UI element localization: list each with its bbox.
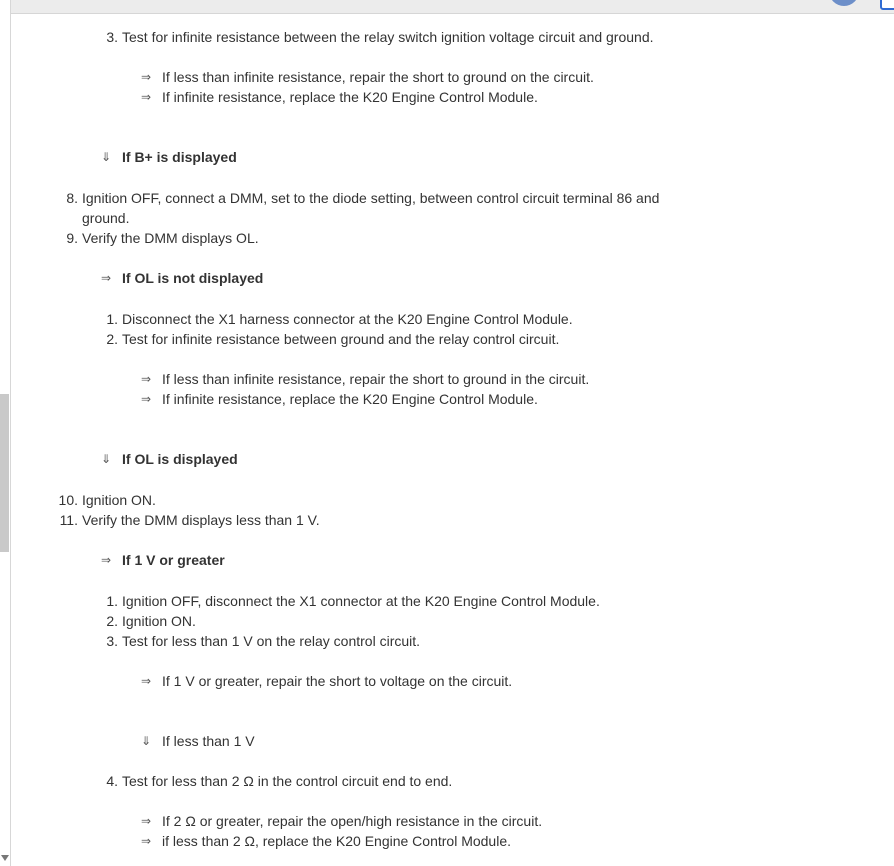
step-number: 1. [106, 311, 118, 327]
result-text: If less than infinite resistance, repair the short to ground in the circuit. [162, 371, 590, 387]
result-text: if less than 2 Ω, replace the K20 Engine Control Module. [162, 833, 512, 849]
step-number: 10. [58, 492, 78, 508]
step-number: 1. [106, 593, 118, 609]
double-right-arrow-icon: ⇒ [141, 674, 152, 688]
double-right-arrow-icon: ⇒ [141, 814, 152, 828]
step-text: Verify the DMM displays OL. [82, 230, 259, 246]
scrollbar-thumb[interactable] [0, 394, 9, 552]
step-number: 2. [106, 331, 118, 347]
top-toolbar [0, 0, 894, 14]
branch-label: If OL is not displayed [122, 270, 264, 286]
branch-label: If B+ is displayed [122, 149, 237, 165]
result-text: If 2 Ω or greater, repair the open/high resistance in the circuit. [162, 813, 543, 829]
step-text: ground. [82, 210, 130, 226]
step-text: Test for infinite resistance between the relay switch ignition voltage circuit and ground. [122, 29, 654, 45]
double-down-arrow-icon: ⇓ [101, 150, 112, 164]
step-text: Test for less than 1 V on the relay control circuit. [122, 633, 421, 649]
step-text: Ignition OFF, disconnect the X1 connector at the K20 Engine Control Module. [122, 593, 600, 609]
scroll-down-arrow-icon[interactable] [1, 855, 9, 861]
branch-label: If 1 V or greater [122, 552, 225, 568]
double-down-arrow-icon: ⇓ [141, 734, 152, 748]
step-number: 2. [106, 613, 118, 629]
double-right-arrow-icon: ⇒ [141, 70, 152, 84]
toolbar-button[interactable] [880, 0, 894, 10]
step-text: Ignition ON. [122, 613, 196, 629]
double-right-arrow-icon: ⇒ [101, 271, 112, 285]
double-right-arrow-icon: ⇒ [141, 90, 152, 104]
step-text: Test for less than 2 Ω in the control circuit end to end. [122, 773, 453, 789]
double-right-arrow-icon: ⇒ [101, 553, 112, 567]
step-number: 3. [106, 633, 118, 649]
result-text: If infinite resistance, replace the K20 Engine Control Module. [162, 89, 538, 105]
result-text: If 1 V or greater, repair the short to voltage on the circuit. [162, 673, 513, 689]
result-text: If less than infinite resistance, repair the short to ground on the circuit. [162, 69, 594, 85]
step-number: 8. [66, 190, 78, 206]
step-number: 9. [66, 230, 78, 246]
branch-label: If OL is displayed [122, 451, 238, 467]
step-number: 3. [106, 29, 118, 45]
step-text: Ignition ON. [82, 492, 156, 508]
double-right-arrow-icon: ⇒ [141, 392, 152, 406]
double-down-arrow-icon: ⇓ [101, 452, 112, 466]
step-text: Test for infinite resistance between ground and the relay control circuit. [122, 331, 560, 347]
avatar[interactable] [829, 0, 859, 6]
scrollbar[interactable] [0, 0, 11, 866]
step-number: 4. [106, 773, 118, 789]
step-text: Verify the DMM displays less than 1 V. [82, 512, 320, 528]
double-right-arrow-icon: ⇒ [141, 372, 152, 386]
step-text: Disconnect the X1 harness connector at the K20 Engine Control Module. [122, 311, 573, 327]
step-number: 11. [59, 512, 78, 528]
step-text: Ignition OFF, connect a DMM, set to the diode setting, between control circuit terminal 86 and [82, 190, 660, 206]
result-text: If infinite resistance, replace the K20 Engine Control Module. [162, 391, 538, 407]
branch-label: If less than 1 V [162, 733, 255, 749]
double-right-arrow-icon: ⇒ [141, 834, 152, 848]
